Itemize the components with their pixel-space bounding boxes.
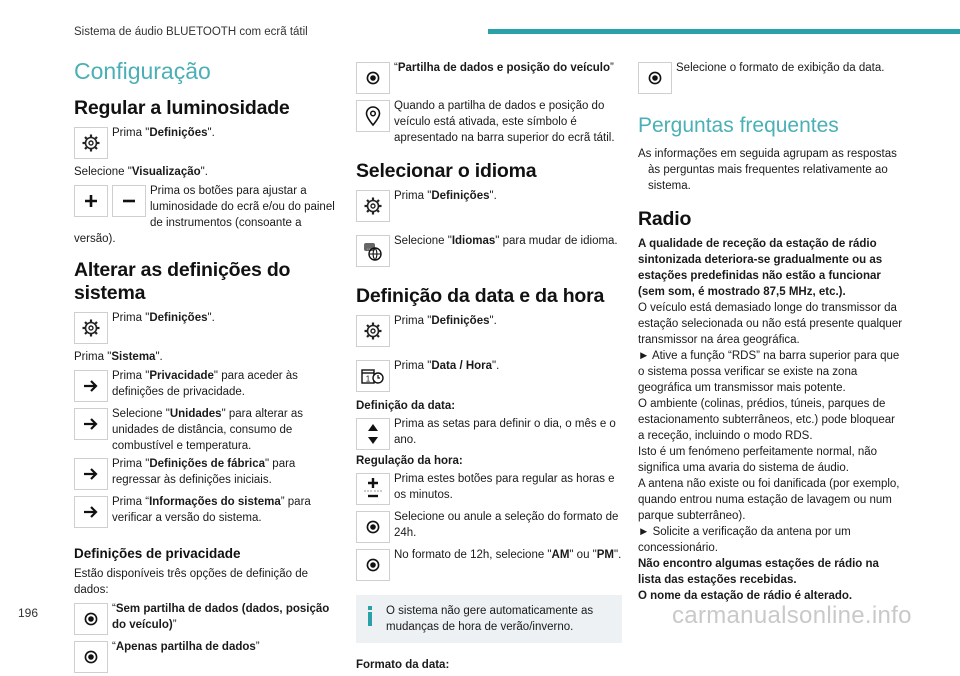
- date-instructions: Prima as setas para definir o dia, o mês e o ano.: [394, 418, 616, 446]
- page-title: Configuração: [74, 58, 211, 84]
- label-prima: Prima: [74, 351, 108, 363]
- faq-question: O nome da estação de rádio é alterado.: [638, 590, 853, 602]
- arrow-right-icon: [74, 458, 108, 490]
- note-row: [356, 98, 622, 146]
- page-number: 196: [18, 606, 39, 620]
- format-12h-pre: No formato de 12h, selecione ": [394, 549, 552, 561]
- faq-answer: O ambiente (colinas, prédios, túneis, parques de estacionamento subterrâneos, etc.) pode bloquear a receção, incluindo o modo RDS.: [638, 398, 895, 442]
- step-row: Prima "Definições".: [74, 125, 340, 161]
- languages-text: para mudar de idioma.: [499, 235, 618, 247]
- language-globe-icon: [356, 235, 390, 267]
- settings-label: Definições: [431, 190, 490, 202]
- time-setting-label: Regulação da hora:: [356, 455, 463, 467]
- step-row: [356, 547, 622, 583]
- sysinfo-text: para verificar a versão do sistema.: [112, 496, 311, 524]
- heading-privacy: Definições de privacidade: [74, 546, 241, 561]
- date-time-label: Data / Hora: [431, 360, 493, 372]
- radio-target-icon: [638, 62, 672, 94]
- settings-label: Definições: [149, 127, 208, 139]
- languages-label: Idiomas: [451, 235, 496, 247]
- heading-language: Selecionar o idioma: [356, 160, 537, 182]
- faq-answer: ► Ative a função “RDS” na barra superior para que o sistema possa verificar se existe na zona geográfica um transmissor mais potente.: [638, 350, 900, 394]
- factory-text: para regressar às definições iniciais.: [112, 458, 296, 486]
- label-selecione: Selecione: [112, 408, 166, 420]
- gear-icon: [356, 315, 390, 347]
- label-prima: Prima: [112, 496, 146, 508]
- display-label: Visualização: [131, 166, 201, 178]
- date-setting-label: Definição da data:: [356, 400, 456, 412]
- label-prima: Prima: [394, 315, 428, 327]
- label-prima: Prima: [112, 127, 146, 139]
- radio-target-icon: [74, 603, 108, 635]
- faq-answer: O veículo está demasiado longe do transmissor da estação selecionada ou não está presente qualquer transmissor na área geográfica.: [638, 302, 903, 346]
- units-text: para alterar as unidades de distância, consumo de combustível e temperatura.: [112, 408, 304, 452]
- step-row: Prima "Definições".: [74, 310, 340, 346]
- step-row: [356, 471, 622, 507]
- option-no-sharing: Sem partilha de dados (dados, posição do veículo): [112, 603, 330, 631]
- step-row: Prima "Privacidade" para aceder às definições de privacidade.: [74, 368, 340, 404]
- running-header: Sistema de áudio BLUETOOTH com ecrã tátil: [74, 26, 308, 38]
- brightness-instructions: Prima os botões para ajustar a luminosidade do ecrã e/ou do painel de instrumentos (consoante a versão).: [74, 185, 335, 245]
- info-box: [356, 595, 622, 643]
- faq-answer: Isto é um fenómeno perfeitamente normal, não significa uma avaria do sistema de áudio.: [638, 446, 878, 474]
- radio-target-icon: [356, 62, 390, 94]
- units-label: Unidades: [169, 408, 222, 420]
- faq-answer: ► Solicite a verificação da antena por um concessionário.: [638, 526, 851, 554]
- option-data-only: Apenas partilha de dados: [115, 641, 256, 653]
- factory-label: Definições de fábrica: [149, 458, 266, 470]
- step-row: [638, 60, 904, 96]
- radio-target-icon: [74, 641, 108, 673]
- header-accent-bar: [488, 29, 960, 34]
- option-row: “Apenas partilha de dados”: [74, 639, 340, 675]
- heading-date-time: Definição da data e da hora: [356, 285, 605, 307]
- format-12h-post: ".: [614, 549, 622, 561]
- svg-text:1: 1: [365, 374, 371, 384]
- label-prima: Prima: [394, 360, 428, 372]
- label-prima: Prima: [112, 370, 146, 382]
- gear-icon: [74, 127, 108, 159]
- option-row: “Partilha de dados e posição do veículo”: [356, 60, 622, 96]
- plus-minus-icon: [356, 473, 390, 505]
- arrow-right-icon: [74, 370, 108, 402]
- step-row: ... Selecione "Idiomas" para mudar de idioma.: [356, 233, 622, 269]
- plus-icon: [74, 185, 108, 217]
- privacy-text: para aceder às definições de privacidade.: [112, 370, 298, 398]
- format-12h-mid: " ou ": [569, 549, 597, 561]
- settings-label: Definições: [149, 312, 208, 324]
- heading-brightness: Regular a luminosidade: [74, 97, 290, 119]
- svg-text:...: ...: [366, 245, 373, 252]
- up-down-arrows-icon: [356, 418, 390, 450]
- option-row: “Sem partilha de dados (dados, posição do veículo)”: [74, 601, 340, 637]
- privacy-intro: Estão disponíveis três opções de definição de dados:: [74, 568, 308, 596]
- pm-label: PM: [596, 549, 615, 561]
- step-row: Prima "Definições de fábrica" para regressar às definições iniciais.: [74, 456, 340, 492]
- location-note: Quando a partilha de dados e posição do veículo está ativada, este símbolo é apresentado na barra superior do ecrã tátil.: [394, 100, 615, 144]
- system-label: Sistema: [111, 351, 156, 363]
- step-row: Prima "Definições".: [356, 188, 622, 224]
- heading-system-settings: Alterar as definições do sistema: [74, 259, 291, 304]
- step-row: 1 Prima "Data / Hora".: [356, 358, 622, 394]
- gear-icon: [74, 312, 108, 344]
- step-row: [356, 416, 622, 452]
- calendar-clock-icon: [356, 360, 390, 392]
- heading-radio: Radio: [638, 208, 692, 230]
- location-pin-icon: [356, 100, 390, 132]
- step-row: Prima "Definições".: [356, 313, 622, 349]
- date-format-select: Selecione o formato de exibição da data.: [676, 62, 885, 74]
- faq-question: Não encontro algumas estações de rádio na lista das estações recebidas.: [638, 558, 879, 586]
- watermark: carmanualsonline.info: [672, 602, 912, 629]
- arrow-right-icon: [74, 496, 108, 528]
- faq-answer: A antena não existe ou foi danificada (por exemplo, quando entrou numa estação de lavagem ou num parque subterrâneo).: [638, 478, 900, 522]
- privacy-label: Privacidade: [149, 370, 214, 382]
- label-selecione: Selecione: [74, 166, 128, 178]
- step-row: [74, 183, 340, 247]
- step-row: Prima “Informações do sistema” para verificar a versão do sistema.: [74, 494, 340, 530]
- am-label: AM: [551, 549, 570, 561]
- column-3: [638, 58, 904, 604]
- label-prima: Prima: [112, 458, 146, 470]
- faq-title: Perguntas frequentes: [638, 114, 839, 137]
- step-row: [356, 509, 622, 545]
- column-2: [356, 58, 622, 676]
- faq-question: A qualidade de receção da estação de rádio sintonizada deteriora-se gradualmente ou as estações predefinidas não estão a funcionar (sem som, é mostrado 87,5 MHz, etc.).: [638, 238, 883, 298]
- settings-label: Definições: [431, 315, 490, 327]
- column-1: Configuração Regular a luminosidade Prima "Definições". Selecione "Visualização". Prima os botões para ajustar a luminosidade do ecrã e/ou do painel de instrumentos (consoante a versão). Alterar as definições do sistema Prima "Definições". Prima "Sistema". Prima "Privacidade" para aceder às definições de privacidade. Selecione "Unidades" para alterar as unidades de distância, consumo de combustível e temperatura. Prima "Definições de fábrica" para regressar às definições iniciais. Prima “Informações do sistema” para verificar a versão do sistema. Definições de privacidade Estão disponíveis três opções de definição de dados: “Sem partilha de dados (dados, posição do veículo)” “Apenas partilha de dados”: [74, 52, 340, 676]
- faq-intro: As informações em seguida agrupam as respostas às perguntas mais frequentes relativamente ao sistema.: [638, 148, 897, 192]
- radio-target-icon: [356, 511, 390, 543]
- minus-icon: [112, 185, 146, 217]
- format-24h-text: Selecione ou anule a seleção do formato de 24h.: [394, 511, 619, 539]
- radio-target-icon: [356, 549, 390, 581]
- sysinfo-label: Informações do sistema: [149, 496, 281, 508]
- label-prima: Prima: [112, 312, 146, 324]
- step-row: Selecione "Unidades" para alterar as unidades de distância, consumo de combustível e temperatura.: [74, 406, 340, 454]
- label-prima: Prima: [394, 190, 428, 202]
- gear-icon: [356, 190, 390, 222]
- date-format-label: Formato da data:: [356, 659, 450, 671]
- info-icon: [366, 606, 374, 626]
- label-selecione: Selecione: [394, 235, 448, 247]
- info-text: O sistema não gere automaticamente as mudanças de hora de verão/inverno.: [386, 605, 594, 633]
- arrow-right-icon: [74, 408, 108, 440]
- time-instructions: Prima estes botões para regular as horas e os minutos.: [394, 473, 615, 501]
- option-data-and-position: Partilha de dados e posição do veículo: [397, 62, 611, 74]
